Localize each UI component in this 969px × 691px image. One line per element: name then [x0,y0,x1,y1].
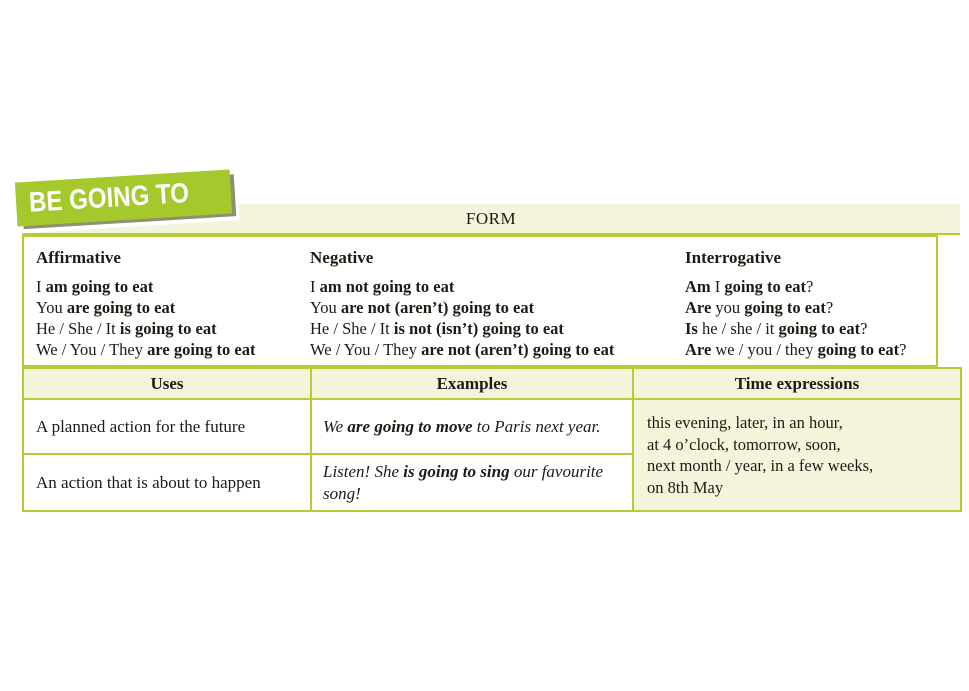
use-cell-planned-action: A planned action for the future [36,416,246,436]
use-cell-about-to-happen: An action that is about to happen [36,472,261,492]
affirmative-header: Affirmative [36,248,121,267]
conjugation-panel [22,235,938,367]
negative-header: Negative [310,248,374,267]
conjugation-line: Am I going to eat? [685,277,814,296]
conjugation-line: I am going to eat [36,277,154,296]
interrogative-header: Interrogative [685,248,781,267]
example-cell [312,400,632,453]
negative-column [310,248,686,360]
conjugation-line: I am not going to eat [310,277,455,296]
conjugation-line: Is he / she / it going to eat? [685,319,868,338]
examples-column-header: Examples [436,373,508,393]
conjugation-line: You are not (aren’t) going to eat [310,298,535,317]
conjugation-line: You are going to eat [36,298,176,317]
conjugation-line: Are you going to eat? [685,298,834,317]
conjugation-line: He / She / It is not (isn’t) going to eat [310,319,564,338]
usage-table [22,367,962,512]
conjugation-line: We / You / They are going to eat [36,340,256,359]
example-sentence: Listen! She is going to sing our favourite song! [323,461,604,503]
uses-column-header: Uses [150,373,184,393]
time-expression-line: on 8th May [647,477,724,497]
conjugation-line: Are we / you / they going to eat? [685,340,907,359]
time-expression-line: this evening, later, in an hour, [647,413,843,432]
example-cell [312,455,632,510]
conjugation-line: We / You / They are not (aren’t) going to eat [310,340,615,359]
time-expressions-column-header: Time expressions [734,373,860,393]
badge-label: BE GOING TO [28,177,190,218]
time-expressions-cell [634,400,960,510]
example-sentence: We are going to move to Paris next year. [323,416,601,436]
affirmative-column [36,248,304,360]
conjugation-line: He / She / It is going to eat [36,319,217,338]
interrogative-column [685,248,931,360]
time-expression-line: next month / year, in a few weeks, [647,456,874,475]
time-expression-line: at 4 o’clock, tomorrow, soon, [647,434,841,454]
form-title: FORM [465,208,517,228]
